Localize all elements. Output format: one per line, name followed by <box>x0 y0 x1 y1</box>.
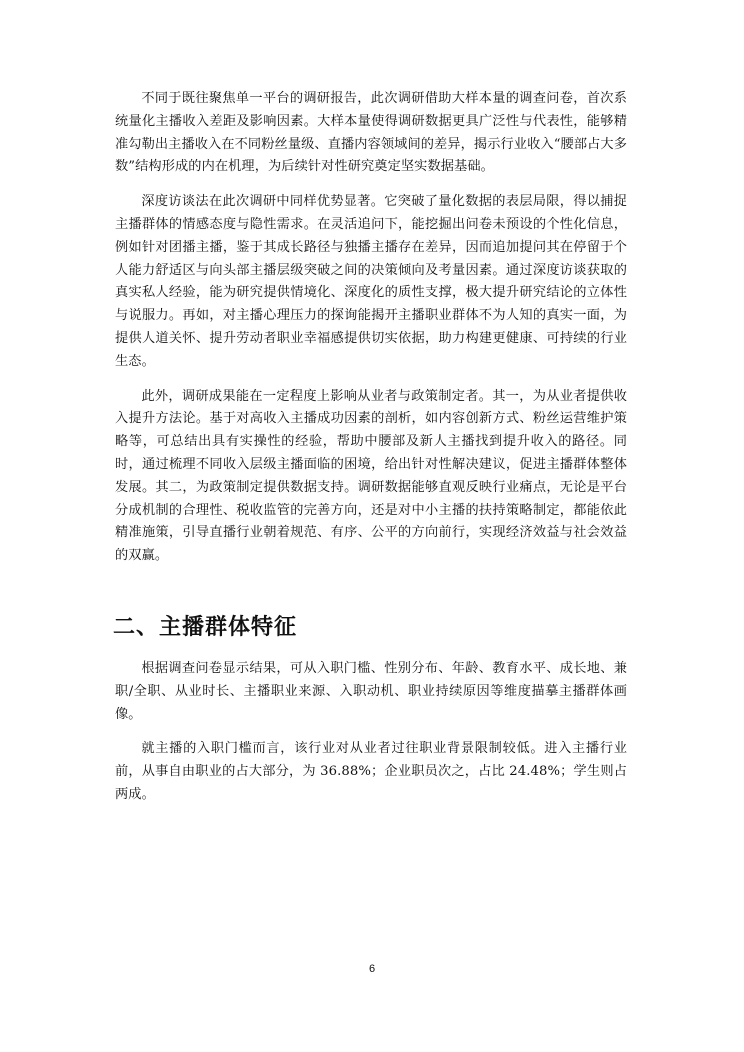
paragraph-group-portrait: 根据调查问卷显示结果，可从入职门槛、性别分布、年龄、教育水平、成长地、兼职/全职、从业时长、主播职业来源、入职动机、职业持续原因等维度描摹主播群体画像。 <box>115 660 627 722</box>
section-heading: 二、主播群体特征 <box>113 614 298 640</box>
paragraph-survey-method: 不同于既往聚焦单一平台的调研报告，此次调研借助大样本量的调查问卷，首次系统量化主播收入差距及影响因素。大样本量使得调研数据更具广泛性与代表性，能够精准勾勒出主播收入在不同粉丝量级、直播内容领域间的差异，揭示行业收入“腰部占大多数”结构形成的内在机理，为后续针对性研究奠定坚实数据基础。 <box>115 91 627 175</box>
page-body <box>115 88 627 819</box>
paragraph-interview-method: 深度访谈法在此次调研中同样优势显著。它突破了量化数据的表层局限，得以捕捉主播群体的情感态度与隐性需求。在灵活追问下，能挖掘出问卷未预设的个性化信息，例如针对团播主播，鉴于其成长路径与独播主播存在差异，因而追加提问其在停留于个人能力舒适区与向头部主播层级突破之间的决策倾向及考量因素。通过深度访谈获取的真实私人经验，能为研究提供情境化、深度化的质性支撑，极大提升研究结论的立体性与说服力。再如，对主播心理压力的探询能揭开主播职业群体不为人知的真实一面，为提供人道关怀、提升劳动者职业幸福感提供切实依据，助力构建更健康、可持续的行业生态。 <box>115 194 627 369</box>
paragraph-research-impact: 此外，调研成果能在一定程度上影响从业者与政策制定者。其一，为从业者提供收入提升方法论。基于对高收入主播成功因素的剖析，如内容创新方式、粉丝运营维护策略等，可总结出具有实操性的经验，帮助中腰部及新人主播找到提升收入的路径。同时，通过梳理不同收入层级主播面临的困境，给出针对性解决建议，促进主播群体整体发展。其二，为政策制定提供数据支持。调研数据能够直观反映行业痛点，无论是平台分成机制的合理性、税收监管的完善方向，还是对中小主播的扶持策略制定，都能依此精准施策，引导直播行业朝着规范、有序、公平的方向前行，实现经济效益与社会效益的双赢。 <box>115 388 627 564</box>
paragraph-entry-threshold: 就主播的入职门槛而言，该行业对从业者过往职业背景限制较低。进入主播行业前，从事自由职业的占大部分，为 36.88%；企业职员次之，占比 24.48%；学生则占两成。 <box>115 741 627 802</box>
page-number: 6 <box>368 963 376 975</box>
